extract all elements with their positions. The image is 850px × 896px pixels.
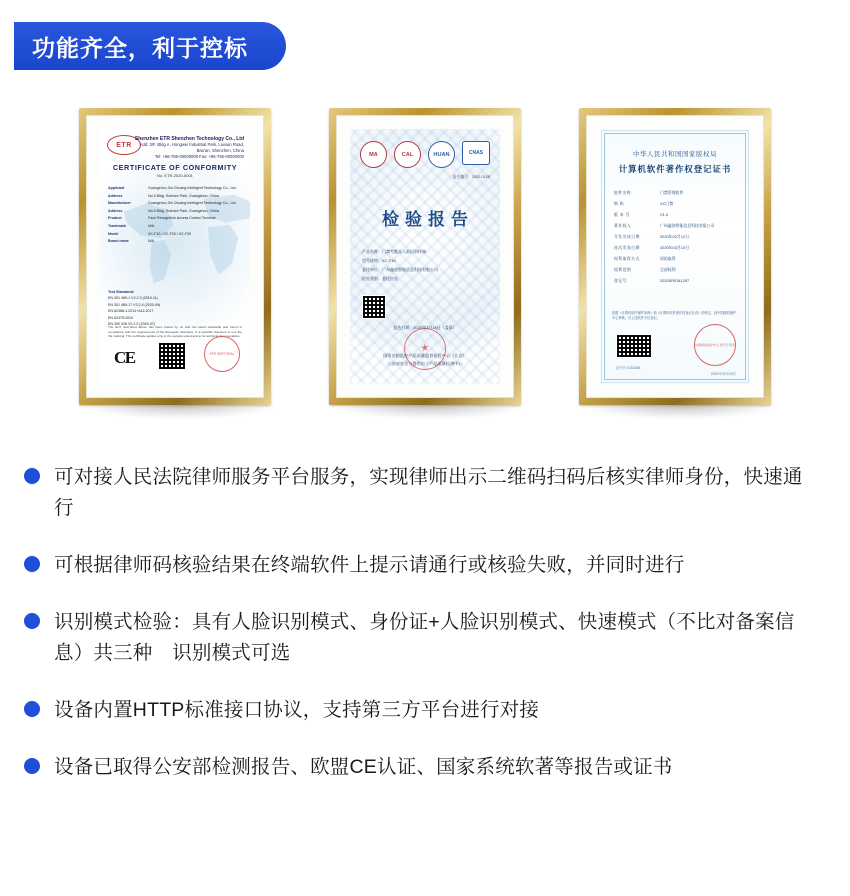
huan-logo-icon: HUAN	[428, 141, 455, 168]
field-key: 首次发表日期	[614, 245, 640, 250]
field-key: 权利取得方式	[614, 256, 640, 261]
field-value: N/A	[148, 239, 154, 244]
authority-line-2: 公安部安全与警用电子产品质量检测中心	[387, 361, 463, 366]
feature-text: 设备内置HTTP标准接口协议，支持第三方平台进行对接	[54, 699, 540, 721]
certificate-ce-conformity	[79, 108, 271, 405]
field-value: No.5 Bldg, Science Park, Guangzhou, China	[148, 193, 219, 198]
report-title: 检验报告	[382, 210, 474, 229]
red-seal-stamp: 中国版权保护中心 登记专用章	[694, 324, 736, 366]
field-value: XC-F10 / XC-F20 / XC-F30	[148, 231, 192, 236]
field-row: 委托单位：广州鑫创智能信息科技有限公司	[362, 267, 438, 272]
field-row: 产品名称：门禁考勤及人脸识别终端	[362, 249, 426, 254]
field-key: 版 本 号	[614, 212, 630, 217]
field-key: Model	[108, 231, 119, 236]
field-row: 型号规格：XC-F10	[362, 258, 396, 263]
field-key: Address	[108, 193, 123, 198]
field-key: 著作权人	[614, 223, 632, 228]
list-item	[24, 607, 820, 669]
standard-item: EN 301 489-1 V2.2.3 (2019-11)	[108, 296, 158, 301]
certificate-inspection-report	[329, 108, 521, 405]
field-key: Address	[108, 208, 123, 213]
bullet-dot-icon	[24, 701, 40, 717]
report-number: 报告编号：2020-0128	[452, 175, 490, 179]
field-value: 2020年02月12日	[660, 234, 689, 239]
bullet-dot-icon	[24, 468, 40, 484]
standard-item: EN 301 489-17 V3.2.4 (2020-09)	[108, 302, 161, 307]
feature-text: 可根据律师码核验结果在终端软件上提示请通行或核验失败，并同时进行	[54, 554, 685, 576]
field-key: 登记号	[614, 278, 627, 283]
issuer-address-block	[130, 136, 244, 160]
certificate-title: CERTIFICATE OF CONFORMITY	[112, 163, 238, 172]
list-item	[24, 752, 820, 783]
issuing-authority	[358, 352, 492, 368]
cal-logo-icon: CAL	[394, 141, 421, 168]
bullet-dot-icon	[24, 613, 40, 629]
gold-frame	[329, 108, 521, 405]
issuer-contact: Tel: +86-755-00000000 Fax: +86-755-00000000	[154, 154, 244, 159]
field-row: 检验类别：委托检验	[362, 276, 398, 281]
field-value: 2020年03月10日	[660, 245, 689, 250]
section-header-banner	[14, 22, 286, 70]
field-key: Manufacturer	[108, 201, 131, 206]
report-date: 报告日期：2020年3月18日（盖章）	[393, 325, 457, 330]
issuer-address: Add: 3/F, Bldg A, Hongwei Industrial Park, Liuxian Road, Bao'an, Shenzhen, China	[139, 142, 244, 153]
list-item	[24, 695, 820, 726]
frame-mat	[86, 115, 264, 398]
conformity-statement: The EUT described above has been tested by us with the listed standards and found in compliance with the requirements of the European directives. It is possible therefore to use the CE marking. This certificate applies only to the sample tested and to its technical documentation.	[108, 325, 242, 339]
certificate-gallery	[0, 108, 850, 428]
certificate-fields	[108, 185, 242, 246]
field-key: Product	[108, 216, 122, 221]
field-value: No.5 Bldg, Science Park, Guangzhou, China	[148, 208, 219, 213]
field-value: Guangzhou Xin Chuang Intelligent Technology Co., Ltd.	[148, 201, 237, 206]
ma-logo-icon: MA	[360, 141, 387, 168]
issue-date: 2020年03月20日	[710, 372, 736, 376]
field-key: 开发完成日期	[614, 234, 640, 239]
certificate-document	[100, 129, 250, 384]
certificate-software-copyright	[579, 108, 771, 405]
feature-text: 可对接人民法院律师服务平台服务，实现律师出示二维码扫码后核实律师身份，快速通行	[54, 466, 803, 519]
bullet-dot-icon	[24, 758, 40, 774]
page-title: 功能齐全，利于控标	[32, 34, 248, 61]
issuing-authority: 中华人民共和国国家版权局	[633, 151, 717, 158]
ce-mark-icon: CE	[114, 348, 135, 367]
certificate-serial: 证书号 0152386	[616, 366, 641, 370]
field-value: Face Recognition Access Control Terminal	[148, 216, 216, 221]
frame-mat	[336, 115, 514, 398]
field-value: 门禁管理软件	[660, 190, 684, 195]
accreditation-logo-row	[350, 141, 500, 168]
certificate-number: No. ETR-2020-0001	[157, 173, 193, 178]
field-key: 权利范围	[614, 267, 632, 272]
standards-label: Test Standards	[108, 290, 134, 294]
field-value: V1.0	[660, 212, 669, 217]
field-value: 全部权利	[660, 267, 676, 272]
certificate-document	[600, 129, 750, 384]
field-key: Applicant	[108, 186, 125, 190]
cnas-logo-icon: CNAS	[462, 141, 490, 165]
standard-item: EN 62479:2010	[108, 315, 133, 320]
field-key: Brand name	[108, 239, 129, 244]
report-fields	[362, 247, 488, 283]
issuer-name: Shenzhen ETR Shenzhen Technology Co., Ltd	[134, 136, 244, 142]
bullet-dot-icon	[24, 556, 40, 572]
field-key: Trademark	[108, 223, 127, 228]
field-value: XC门禁	[660, 201, 674, 206]
test-standards-block	[108, 289, 242, 327]
field-value: Guangzhou Xin Chuang Intelligent Technology Co., Ltd.	[148, 186, 237, 190]
gold-frame	[79, 108, 271, 405]
field-value: 原始取得	[660, 256, 676, 261]
gold-frame	[579, 108, 771, 405]
certificate-title: 计算机软件著作权登记证书	[618, 164, 732, 174]
field-key: 简 称	[614, 201, 625, 206]
feature-text: 识别模式检验：具有人脸识别模式、身份证+人脸识别模式、快速模式（不比对备案信息）共三种 识别模式可选	[54, 611, 795, 664]
field-key: 软件名称	[614, 190, 632, 195]
list-item	[24, 462, 820, 524]
red-seal-stamp: ETR CERT SEAL	[204, 336, 240, 372]
list-item	[24, 550, 820, 581]
etr-logo-icon: ETR	[107, 135, 141, 155]
field-value: 2020SR0341297	[660, 278, 690, 283]
qr-code-icon	[616, 334, 652, 358]
feature-list	[0, 462, 850, 809]
field-value: 广州鑫创智能信息科技有限公司	[660, 223, 715, 228]
standard-item: EN 62368-1:2014+A11:2017	[108, 309, 154, 314]
standard-item: EN 300 328 V2.2.2 (2019-07)	[108, 322, 155, 327]
certificate-document	[350, 129, 500, 384]
frame-mat	[586, 115, 764, 398]
authority-line-1: 国家安防监控产品质量监督检验中心（北京）	[383, 353, 467, 358]
field-value: N/A	[148, 223, 154, 228]
feature-text: 设备已取得公安部检测报告、欧盟CE认证、国家系统软著等报告或证书	[54, 756, 673, 778]
qr-code-icon	[158, 342, 186, 370]
registration-note: 依据《计算机软件保护条例》和《计算机软件著作权登记办法》的规定，经中国版权保护中心审核，对上述软件予以登记。	[612, 311, 737, 320]
registration-fields	[614, 187, 736, 286]
qr-code-icon	[362, 295, 386, 319]
